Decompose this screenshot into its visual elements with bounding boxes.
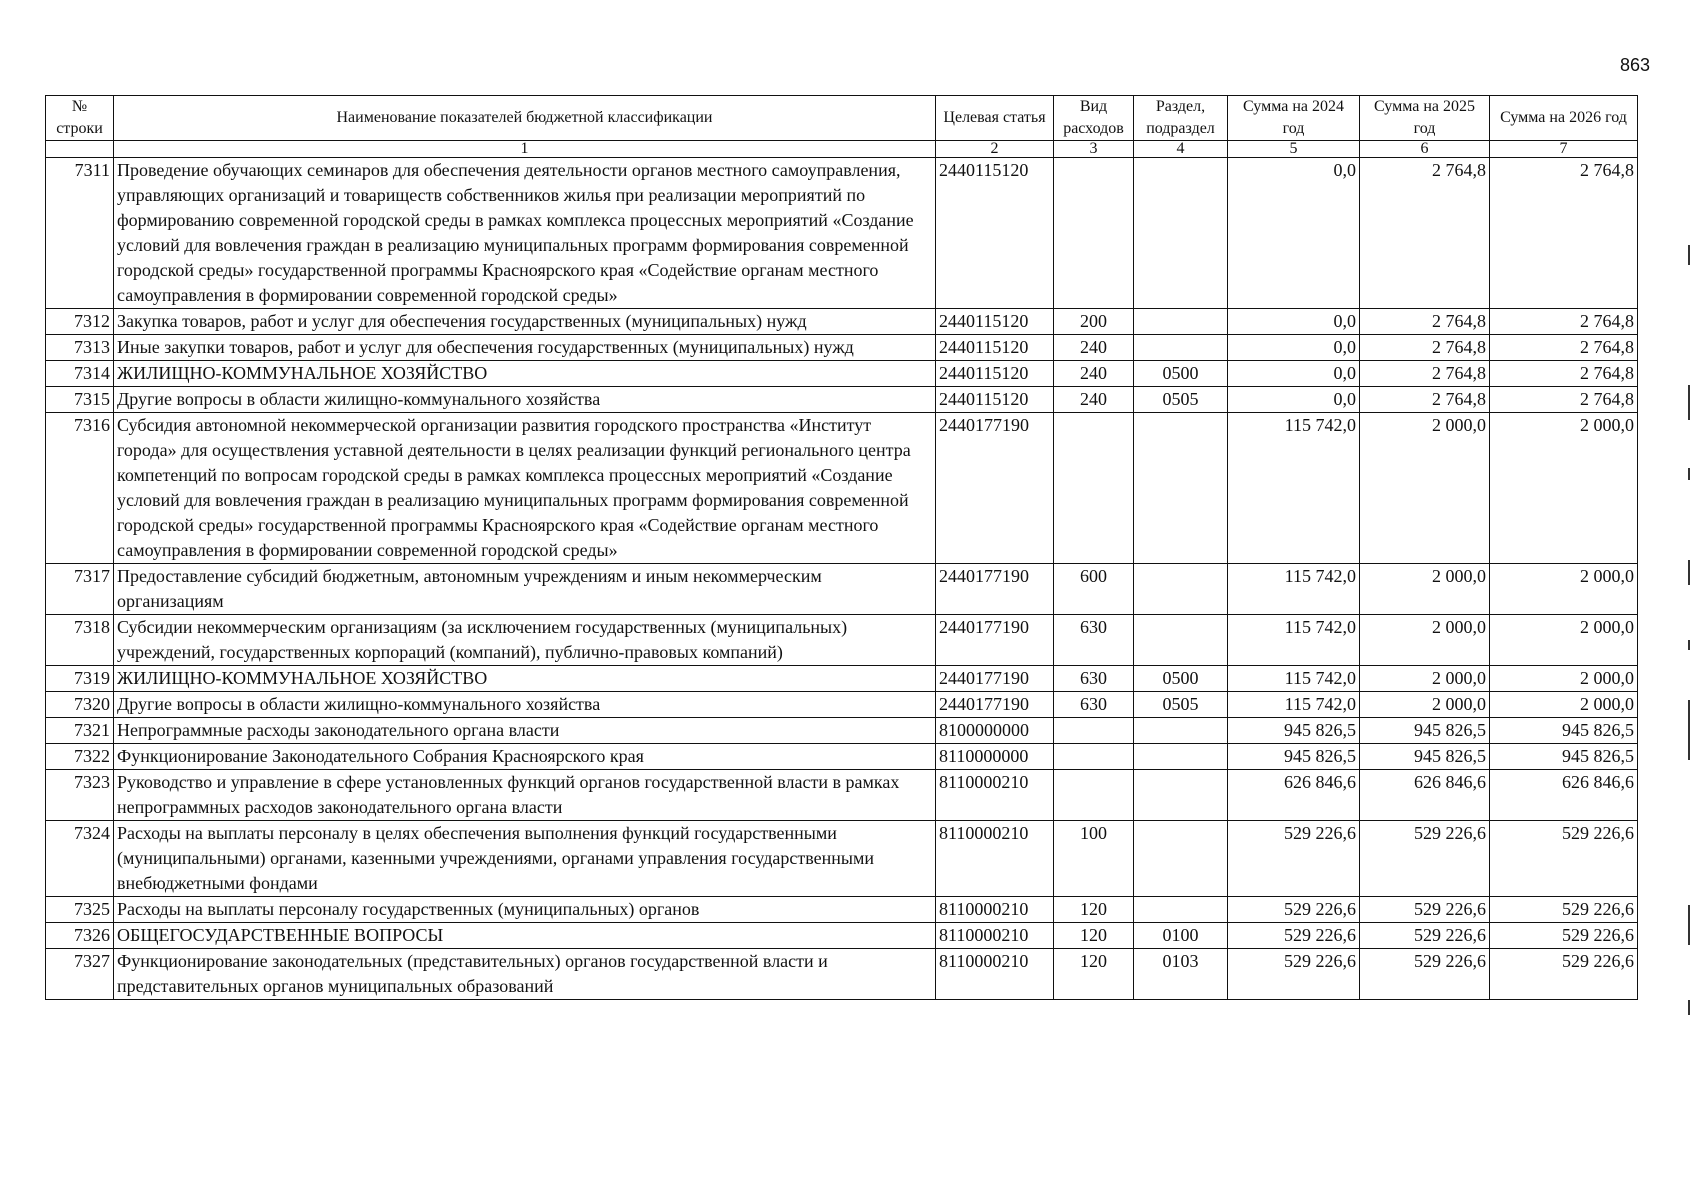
row-number: 7327 xyxy=(46,949,114,1000)
row-sum-2024: 115 742,0 xyxy=(1228,413,1360,564)
row-sum-2026: 945 826,5 xyxy=(1490,718,1638,744)
scan-artifact-mark xyxy=(1688,905,1690,945)
column-number: 3 xyxy=(1054,141,1134,158)
row-name: Расходы на выплаты персоналу государственных (муниципальных) органов xyxy=(114,897,936,923)
row-name: Субсидии некоммерческим организациям (за исключением государственных (муниципальных) учреждений, государственных корпораций (компаний), публично-правовых компаний) xyxy=(114,615,936,666)
row-target: 2440177190 xyxy=(936,564,1054,615)
row-name: Руководство и управление в сфере установленных функций органов государственной власти в рамках непрограммных расходов законодательного органа власти xyxy=(114,770,936,821)
row-number: 7313 xyxy=(46,335,114,361)
row-section: 0100 xyxy=(1134,923,1228,949)
row-expense-type xyxy=(1054,718,1134,744)
row-sum-2025: 2 000,0 xyxy=(1360,615,1490,666)
row-number: 7321 xyxy=(46,718,114,744)
row-sum-2024: 115 742,0 xyxy=(1228,692,1360,718)
row-target: 2440177190 xyxy=(936,413,1054,564)
row-sum-2025: 2 764,8 xyxy=(1360,309,1490,335)
table-row xyxy=(46,744,1638,770)
row-number: 7318 xyxy=(46,615,114,666)
table-row xyxy=(46,413,1638,564)
row-section xyxy=(1134,897,1228,923)
row-number: 7320 xyxy=(46,692,114,718)
row-section: 0500 xyxy=(1134,666,1228,692)
row-sum-2025: 529 226,6 xyxy=(1360,949,1490,1000)
table-row xyxy=(46,335,1638,361)
row-target: 2440115120 xyxy=(936,361,1054,387)
row-section xyxy=(1134,564,1228,615)
table-row xyxy=(46,897,1638,923)
table-row xyxy=(46,387,1638,413)
table-row xyxy=(46,923,1638,949)
column-number-row xyxy=(46,141,1638,158)
row-section xyxy=(1134,821,1228,897)
row-sum-2025: 626 846,6 xyxy=(1360,770,1490,821)
header-section: Раздел, подраздел xyxy=(1134,96,1228,141)
row-target: 2440115120 xyxy=(936,309,1054,335)
row-target: 8110000210 xyxy=(936,949,1054,1000)
row-section xyxy=(1134,615,1228,666)
row-target: 8110000000 xyxy=(936,744,1054,770)
row-sum-2025: 945 826,5 xyxy=(1360,718,1490,744)
row-sum-2026: 529 226,6 xyxy=(1490,821,1638,897)
row-number: 7316 xyxy=(46,413,114,564)
scan-artifact-mark xyxy=(1688,1000,1690,1015)
row-target: 8100000000 xyxy=(936,718,1054,744)
row-name: Функционирование Законодательного Собрания Красноярского края xyxy=(114,744,936,770)
row-sum-2025: 529 226,6 xyxy=(1360,897,1490,923)
column-number xyxy=(46,141,114,158)
row-expense-type: 630 xyxy=(1054,666,1134,692)
table-row xyxy=(46,692,1638,718)
row-sum-2026: 2 000,0 xyxy=(1490,564,1638,615)
row-number: 7311 xyxy=(46,158,114,309)
row-sum-2026: 2 764,8 xyxy=(1490,335,1638,361)
column-number: 4 xyxy=(1134,141,1228,158)
row-target: 2440177190 xyxy=(936,666,1054,692)
row-name: Предоставление субсидий бюджетным, автономным учреждениям и иным некоммерческим организациям xyxy=(114,564,936,615)
header-sum-2024: Сумма на 2024 год xyxy=(1228,96,1360,141)
row-section: 0103 xyxy=(1134,949,1228,1000)
row-sum-2024: 945 826,5 xyxy=(1228,744,1360,770)
page-number: 863 xyxy=(1620,55,1651,75)
row-expense-type: 100 xyxy=(1054,821,1134,897)
row-sum-2025: 529 226,6 xyxy=(1360,923,1490,949)
row-sum-2025: 2 000,0 xyxy=(1360,413,1490,564)
row-number: 7322 xyxy=(46,744,114,770)
row-number: 7317 xyxy=(46,564,114,615)
row-sum-2026: 626 846,6 xyxy=(1490,770,1638,821)
row-section: 0500 xyxy=(1134,361,1228,387)
row-target: 2440177190 xyxy=(936,692,1054,718)
row-section xyxy=(1134,413,1228,564)
row-name: ЖИЛИЩНО-КОММУНАЛЬНОЕ ХОЗЯЙСТВО xyxy=(114,361,936,387)
scan-artifact-mark xyxy=(1688,640,1690,650)
column-number: 1 xyxy=(114,141,936,158)
row-sum-2024: 0,0 xyxy=(1228,335,1360,361)
row-expense-type: 630 xyxy=(1054,615,1134,666)
row-sum-2024: 0,0 xyxy=(1228,387,1360,413)
scan-artifact-mark xyxy=(1688,245,1690,265)
row-sum-2026: 2 000,0 xyxy=(1490,615,1638,666)
row-expense-type xyxy=(1054,770,1134,821)
row-target: 2440115120 xyxy=(936,387,1054,413)
row-sum-2026: 529 226,6 xyxy=(1490,897,1638,923)
scan-artifact-mark xyxy=(1688,700,1690,760)
row-expense-type: 200 xyxy=(1054,309,1134,335)
row-name: Закупка товаров, работ и услуг для обеспечения государственных (муниципальных) нужд xyxy=(114,309,936,335)
row-section: 0505 xyxy=(1134,692,1228,718)
row-sum-2024: 529 226,6 xyxy=(1228,821,1360,897)
column-number: 6 xyxy=(1360,141,1490,158)
table-row xyxy=(46,666,1638,692)
row-sum-2025: 2 000,0 xyxy=(1360,692,1490,718)
row-sum-2024: 115 742,0 xyxy=(1228,666,1360,692)
header-name: Наименование показателей бюджетной классификации xyxy=(114,96,936,141)
row-name: Субсидия автономной некоммерческой организации развития городского пространства «Институт города» для осуществления уставной деятельности в целях реализации функций регионального центра компетенций по вопросам городской среды в рамках комплекса процессных мероприятий «Создание условий для вовлечения граждан в реализацию муниципальных программ формирования современной городской среды» государственной программы Красноярского края «Содействие органам местного самоуправления в формировании современной городской среды» xyxy=(114,413,936,564)
row-sum-2026: 2 764,8 xyxy=(1490,361,1638,387)
row-number: 7315 xyxy=(46,387,114,413)
row-sum-2026: 2 000,0 xyxy=(1490,692,1638,718)
row-sum-2025: 529 226,6 xyxy=(1360,821,1490,897)
table-row xyxy=(46,158,1638,309)
row-name: Функционирование законодательных (представительных) органов государственной власти и представительных органов муниципальных образований xyxy=(114,949,936,1000)
row-sum-2024: 529 226,6 xyxy=(1228,897,1360,923)
row-expense-type: 120 xyxy=(1054,923,1134,949)
row-sum-2024: 529 226,6 xyxy=(1228,923,1360,949)
row-expense-type xyxy=(1054,413,1134,564)
row-sum-2026: 2 000,0 xyxy=(1490,666,1638,692)
header-row xyxy=(46,96,1638,141)
scan-artifact-mark xyxy=(1688,560,1690,585)
budget-table xyxy=(45,95,1638,1000)
table-row xyxy=(46,564,1638,615)
row-sum-2024: 115 742,0 xyxy=(1228,615,1360,666)
row-section xyxy=(1134,770,1228,821)
row-section xyxy=(1134,335,1228,361)
row-expense-type: 240 xyxy=(1054,361,1134,387)
table-row xyxy=(46,949,1638,1000)
row-sum-2024: 529 226,6 xyxy=(1228,949,1360,1000)
row-sum-2024: 945 826,5 xyxy=(1228,718,1360,744)
row-section xyxy=(1134,744,1228,770)
row-expense-type: 120 xyxy=(1054,949,1134,1000)
row-sum-2024: 0,0 xyxy=(1228,361,1360,387)
row-sum-2025: 2 764,8 xyxy=(1360,361,1490,387)
row-target: 8110000210 xyxy=(936,770,1054,821)
row-target: 2440115120 xyxy=(936,158,1054,309)
row-target: 2440115120 xyxy=(936,335,1054,361)
row-section xyxy=(1134,309,1228,335)
row-name: Расходы на выплаты персоналу в целях обеспечения выполнения функций государственными (муниципальными) органами, казенными учреждениями, органами управления государственными внебюджетными фондами xyxy=(114,821,936,897)
row-target: 8110000210 xyxy=(936,923,1054,949)
row-sum-2025: 2 000,0 xyxy=(1360,564,1490,615)
row-name: Другие вопросы в области жилищно-коммунального хозяйства xyxy=(114,692,936,718)
row-sum-2026: 2 764,8 xyxy=(1490,387,1638,413)
row-number: 7314 xyxy=(46,361,114,387)
row-number: 7326 xyxy=(46,923,114,949)
row-sum-2025: 2 764,8 xyxy=(1360,158,1490,309)
row-sum-2025: 945 826,5 xyxy=(1360,744,1490,770)
row-expense-type: 120 xyxy=(1054,897,1134,923)
row-sum-2026: 2 764,8 xyxy=(1490,309,1638,335)
row-number: 7325 xyxy=(46,897,114,923)
row-name: ОБЩЕГОСУДАРСТВЕННЫЕ ВОПРОСЫ xyxy=(114,923,936,949)
header-sum-2025: Сумма на 2025 год xyxy=(1360,96,1490,141)
row-section xyxy=(1134,718,1228,744)
row-name: Проведение обучающих семинаров для обеспечения деятельности органов местного самоуправления, управляющих организаций и товариществ собственников жилья при реализации мероприятий по формированию современной городской среды в рамках комплекса процессных мероприятий «Создание условий для вовлечения граждан в реализацию муниципальных программ формирования современной городской среды» государственной программы Красноярского края «Содействие органам местного самоуправления в формировании современной городской среды» xyxy=(114,158,936,309)
row-expense-type: 600 xyxy=(1054,564,1134,615)
row-sum-2025: 2 000,0 xyxy=(1360,666,1490,692)
row-number: 7312 xyxy=(46,309,114,335)
row-name: Другие вопросы в области жилищно-коммунального хозяйства xyxy=(114,387,936,413)
row-number: 7323 xyxy=(46,770,114,821)
header-row-no: № строки xyxy=(46,96,114,141)
scan-artifact-mark xyxy=(1688,385,1690,420)
row-sum-2026: 2 000,0 xyxy=(1490,413,1638,564)
table-row xyxy=(46,361,1638,387)
row-sum-2026: 2 764,8 xyxy=(1490,158,1638,309)
scan-artifact-mark xyxy=(1688,468,1690,480)
column-number: 2 xyxy=(936,141,1054,158)
row-expense-type: 240 xyxy=(1054,335,1134,361)
header-sum-2026: Сумма на 2026 год xyxy=(1490,96,1638,141)
row-name: ЖИЛИЩНО-КОММУНАЛЬНОЕ ХОЗЯЙСТВО xyxy=(114,666,936,692)
row-expense-type xyxy=(1054,744,1134,770)
table-row xyxy=(46,309,1638,335)
row-name: Непрограммные расходы законодательного органа власти xyxy=(114,718,936,744)
row-sum-2024: 0,0 xyxy=(1228,158,1360,309)
row-section xyxy=(1134,158,1228,309)
row-section: 0505 xyxy=(1134,387,1228,413)
row-name: Иные закупки товаров, работ и услуг для обеспечения государственных (муниципальных) нужд xyxy=(114,335,936,361)
row-target: 8110000210 xyxy=(936,897,1054,923)
row-sum-2026: 945 826,5 xyxy=(1490,744,1638,770)
column-number: 7 xyxy=(1490,141,1638,158)
row-sum-2025: 2 764,8 xyxy=(1360,387,1490,413)
row-sum-2024: 115 742,0 xyxy=(1228,564,1360,615)
row-sum-2026: 529 226,6 xyxy=(1490,923,1638,949)
table-row xyxy=(46,615,1638,666)
row-number: 7319 xyxy=(46,666,114,692)
table-row xyxy=(46,770,1638,821)
column-number: 5 xyxy=(1228,141,1360,158)
row-sum-2024: 0,0 xyxy=(1228,309,1360,335)
row-expense-type: 630 xyxy=(1054,692,1134,718)
row-target: 2440177190 xyxy=(936,615,1054,666)
table-row xyxy=(46,718,1638,744)
row-target: 8110000210 xyxy=(936,821,1054,897)
header-expense-type: Вид расходов xyxy=(1054,96,1134,141)
header-target: Целевая статья xyxy=(936,96,1054,141)
row-number: 7324 xyxy=(46,821,114,897)
row-sum-2025: 2 764,8 xyxy=(1360,335,1490,361)
row-sum-2026: 529 226,6 xyxy=(1490,949,1638,1000)
table-row xyxy=(46,821,1638,897)
row-expense-type xyxy=(1054,158,1134,309)
row-expense-type: 240 xyxy=(1054,387,1134,413)
row-sum-2024: 626 846,6 xyxy=(1228,770,1360,821)
